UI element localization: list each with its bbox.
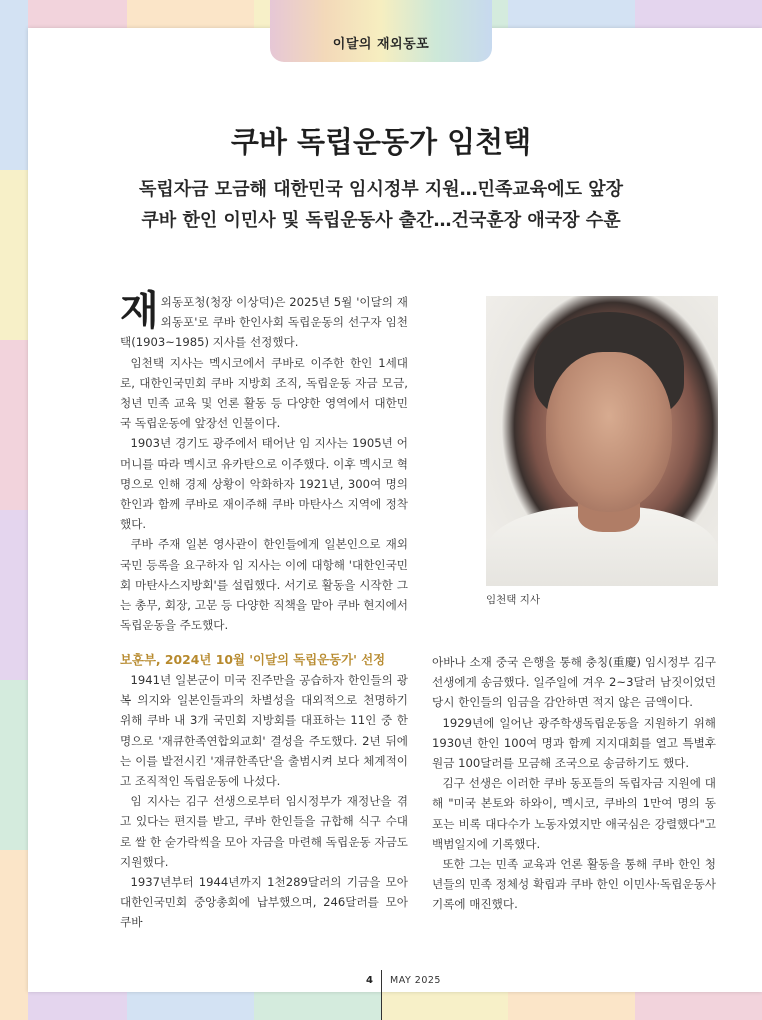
- paragraph-text: 외동포청(청장 이상덕)은 2025년 5월 '이달의 재외동포'로 쿠바 한인사회 독립운동의 선구자 임천택(1903~1985) 지사를 선정했다.: [120, 295, 408, 350]
- issue-date: MAY 2025: [390, 975, 441, 986]
- body-paragraph: 임천택 지사는 멕시코에서 쿠바로 이주한 한인 1세대로, 대한인국민회 쿠바 지방회 조직, 독립운동 자금 모금, 청년 민족 교육 및 언론 활동 등 다양한 영역에서 대한민국 독립운동에 앞장선 인물이다.: [120, 355, 408, 431]
- body-paragraph: 쿠바 주재 일본 영사관이 한인들에게 일본인으로 재외국민 등록을 요구하자 임 지사는 이에 대항해 '대한인국민회 마탄사스지방회'를 설립했다. 서기로 활동을 시작한 그는 총무, 회장, 고문 등 다양한 직책을 맡아 쿠바 현지에서 독립운동을 주도했다.: [120, 537, 408, 633]
- body-paragraph: 1929년에 일어난 광주학생독립운동을 지원하기 위해 1930년 한인 100여 명과 함께 지지대회를 열고 특별후원금 100달러를 모금해 조국으로 송금하기도 했다.: [432, 715, 716, 771]
- section-tab-shape: [270, 0, 492, 62]
- body-paragraph: 임 지사는 김구 선생으로부터 임시정부가 재정난을 겪고 있다는 편지를 받고, 쿠바 한인들을 규합해 식구 수대로 쌀 한 숟가락씩을 모아 자금을 마련해 독립운동 자금도 지원했다.: [120, 794, 408, 869]
- portrait-photo: [486, 296, 718, 586]
- body-column-left-top: [120, 288, 408, 635]
- page-number: 4: [366, 975, 373, 986]
- photo-face: [546, 352, 672, 512]
- article-subtitle-2: 쿠바 한인 이민사 및 독립운동사 출간…건국훈장 애국장 수훈: [141, 210, 621, 231]
- photo-caption: 임천택 지사: [486, 594, 541, 606]
- body-paragraph: 김구 선생은 이러한 쿠바 동포들의 독립자금 지원에 대해 "미국 본토와 하와이, 멕시코, 쿠바의 1만여 명의 동포는 비록 대다수가 노동자였지만 애국심은 강렬했다"고 백범일지에 기록했다.: [432, 776, 716, 851]
- article-subtitle-1: 독립자금 모금해 대한민국 임시정부 지원…민족교육에도 앞장: [138, 179, 624, 200]
- section-tab: [270, 0, 492, 62]
- section-heading: 보훈부, 2024년 10월 '이달의 독립운동가' 선정: [120, 652, 386, 667]
- section-tab-label: 이달의 재외동포: [332, 37, 430, 52]
- body-column-left-bottom: [120, 670, 408, 933]
- article-title: 쿠바 독립운동가 임천택: [230, 125, 532, 159]
- body-paragraph: 1903년 경기도 광주에서 태어난 임 지사는 1905년 어머니를 따라 멕시코 유카탄으로 이주했다. 이후 멕시코 혁명으로 인해 경제 상황이 악화하자 1921년, 300여 명의 한인과 함께 쿠바로 재이주해 쿠바 마탄사스 지역에 정착했다.: [120, 436, 408, 532]
- drop-cap: 재: [120, 288, 159, 334]
- body-column-right-bottom: [432, 652, 716, 915]
- footer-divider: [381, 970, 382, 1020]
- body-paragraph: 또한 그는 민족 교육과 언론 활동을 통해 쿠바 한인 청년들의 민족 정체성 확립과 쿠바 한인 이민사·독립운동사 기록에 매진했다.: [432, 857, 716, 912]
- body-paragraph: 아바나 소재 중국 은행을 통해 충칭(重慶) 임시정부 김구 선생에게 송금했다. 일주일에 겨우 2~3달러 남짓이었던 당시 한인들의 임금을 감안하면 적지 않은 금액이다.: [432, 655, 716, 710]
- body-paragraph: [120, 288, 408, 353]
- body-paragraph: 1941년 일본군이 미국 진주만을 공습하자 한인들의 광복 의지와 일본인들과의 차별성을 대외적으로 천명하기 위해 쿠바 내 3개 국민회 지방회를 대표하는 11인 중 한 명으로 '재큐한족연합외교회' 결성을 주도했다. 2년 뒤에는 이를 발전시킨 '재큐한족단'을 출범시켜 보다 체계적이고 조직적인 독립운동에 나섰다.: [120, 673, 408, 789]
- body-paragraph: 1937년부터 1944년까지 1천289달러의 기금을 모아 대한인국민회 중앙총회에 납부했으며, 246달러를 모아 쿠바: [120, 875, 408, 930]
